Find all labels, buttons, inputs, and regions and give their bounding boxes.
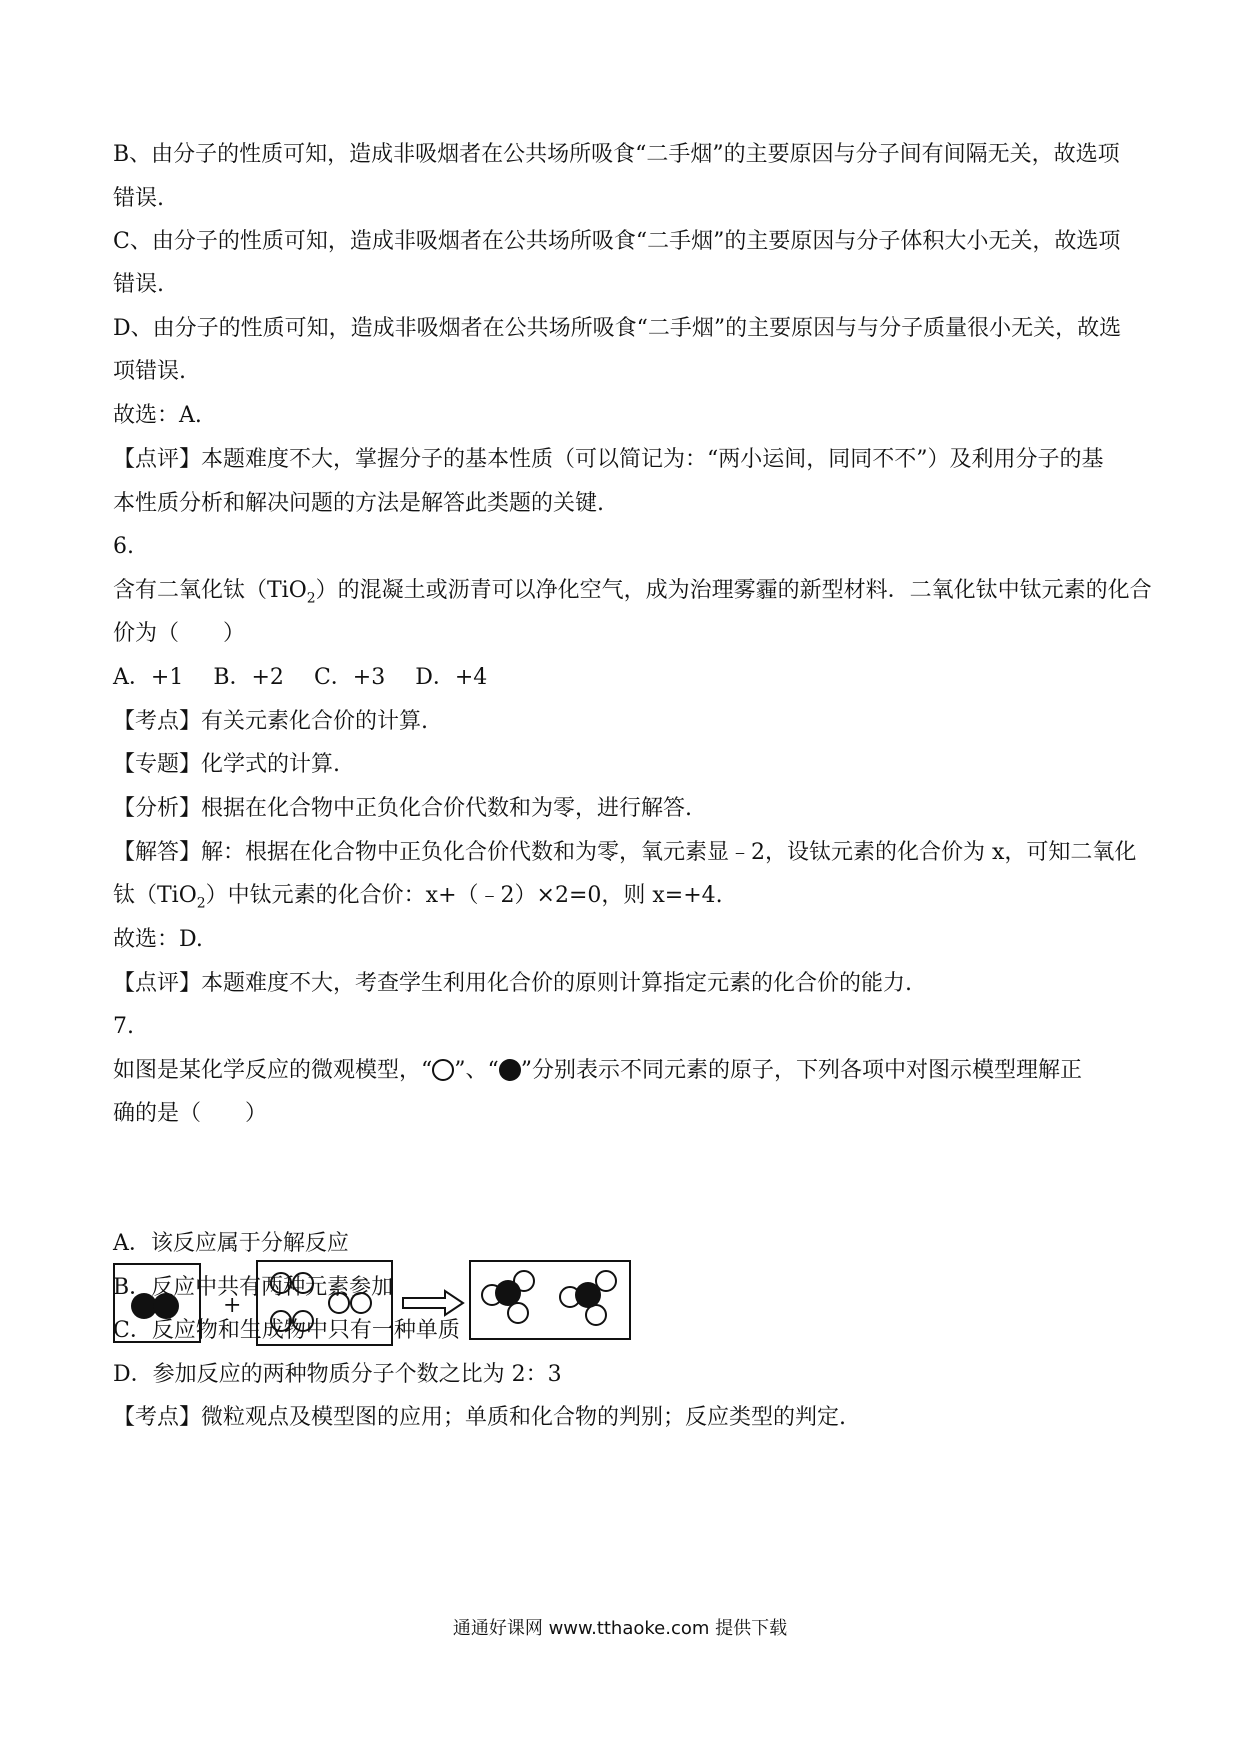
q6-option-b: B．+2 — [213, 665, 284, 690]
q6-answer: 故选：D. — [113, 927, 203, 952]
q7-stem-part1: 如图是某化学反应的微观模型，“ — [113, 1058, 433, 1083]
q6-option-d: D．+4 — [415, 665, 488, 690]
q6-stem-pre: 含有二氧化钛（TiO — [113, 578, 307, 603]
q7-stem-line1 — [113, 1056, 1133, 1086]
q7-stem-line2: 确的是（ ） — [113, 1101, 268, 1126]
q6-number: 6. — [113, 534, 134, 559]
black-atom-icon — [499, 1059, 521, 1081]
white-atom-icon — [432, 1059, 454, 1081]
q6-option-c: C．+3 — [313, 665, 386, 690]
q5-comment-line1: 【点评】本题难度不大，掌握分子的基本性质（可以简记为：“两小运间，同同不不”）及利用分子的基 — [113, 447, 1104, 472]
q7-number: 7. — [113, 1014, 134, 1039]
q6-kaodian: 【考点】有关元素化合价的计算. — [113, 709, 428, 734]
q6-jieda-line1: 【解答】解：根据在化合物中正负化合价代数和为零，氧元素显﹣2，设钛元素的化合价为 x，可知二氧化 — [113, 840, 1137, 865]
q5-option-b-line1: B、由分子的性质可知，造成非吸烟者在公共场所吸食“二手烟”的主要原因与分子间有间隔无关，故选项 — [113, 142, 1120, 167]
q6-stem-line1 — [113, 576, 1152, 613]
q7-option-a: A．该反应属于分解反应 — [113, 1231, 349, 1256]
q5-option-d-line1: D、由分子的性质可知，造成非吸烟者在公共场所吸食“二手烟”的主要原因与与分子质量很小无关，故选 — [113, 316, 1122, 341]
page-footer: 通通好课网 www.tthaoke.com 提供下载 — [452, 1618, 788, 1639]
q6-comment: 【点评】本题难度不大，考查学生利用化合价的原则计算指定元素的化合价的能力. — [113, 971, 912, 996]
q7-option-b: B．反应中共有两种元素参加 — [113, 1275, 394, 1300]
q7-option-c: C．反应物和生成物中只有一种单质 — [113, 1318, 460, 1343]
q6-jieda-post: ）中钛元素的化合价：x+（﹣2）×2=0，则 x=+4. — [205, 883, 723, 908]
q5-answer: 故选：A. — [113, 403, 202, 428]
q7-kaodian: 【考点】微粒观点及模型图的应用；单质和化合物的判别；反应类型的判定. — [113, 1405, 846, 1430]
q7-stem-part2: ”、“ — [454, 1058, 499, 1083]
q6-option-a: A．+1 — [113, 665, 184, 690]
q6-stem-post: ）的混凝土或沥青可以净化空气，成为治理雾霾的新型材料．二氧化钛中钛元素的化合 — [315, 578, 1152, 603]
q6-zhuanti: 【专题】化学式的计算. — [113, 752, 340, 777]
q7-stem-part3: ”分别表示不同元素的原子，下列各项中对图示模型理解正 — [520, 1058, 1082, 1083]
q5-option-b-line2: 错误. — [113, 186, 164, 211]
q6-stem-sub: 2 — [306, 590, 316, 607]
q6-stem-line2: 价为（ ） — [113, 621, 246, 646]
q6-options — [113, 663, 1133, 693]
q6-fenxi: 【分析】根据在化合物中正负化合价代数和为零，进行解答. — [113, 796, 692, 821]
plus-sign: + — [223, 1293, 242, 1318]
q6-jieda-pre: 钛（TiO — [113, 883, 197, 908]
q5-comment-line2: 本性质分析和解决问题的方法是解答此类题的关键. — [113, 491, 604, 516]
q6-jieda-line2 — [113, 881, 1133, 918]
q6-jieda-sub: 2 — [196, 895, 206, 912]
q5-option-d-line2: 项错误. — [113, 359, 186, 384]
q7-option-d: D．参加反应的两种物质分子个数之比为 2：3 — [113, 1362, 562, 1387]
q5-option-c-line2: 错误. — [113, 272, 164, 297]
q5-option-c-line1: C、由分子的性质可知，造成非吸烟者在公共场所吸食“二手烟”的主要原因与分子体积大小无关，故选项 — [113, 229, 1121, 254]
